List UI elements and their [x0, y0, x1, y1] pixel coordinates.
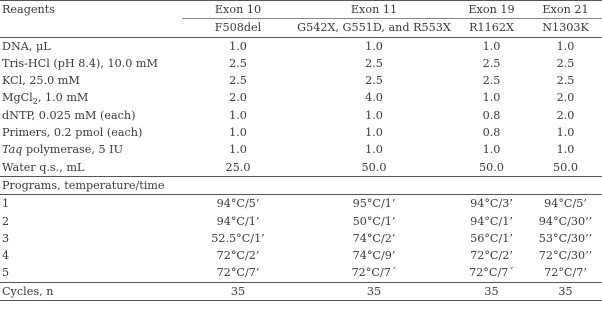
cycles-row [0, 282, 602, 300]
program-row [0, 213, 602, 230]
program-row [0, 247, 602, 264]
value-cell: 2.5 [482, 74, 501, 88]
value-cell: 72°C/7’ [529, 264, 602, 282]
value-cell: 52.5°C/1’ [211, 231, 265, 245]
value-cell: 1.0 [365, 108, 383, 122]
program-label: 5 [0, 264, 182, 282]
value-cell: 94°C/3’ [470, 197, 513, 211]
label-text: , 1.0 mM [37, 91, 89, 105]
reagent-row [0, 107, 602, 124]
value-cell: 94°C/5’ [544, 197, 587, 211]
label-text: MgCl [2, 91, 33, 105]
value-cell: 1.0 [229, 126, 247, 140]
program-row [0, 230, 602, 247]
exon-header: Exon 10 [182, 1, 294, 19]
exon-header: Exon 11 [294, 1, 454, 19]
value-cell: 94°C/1’ [470, 214, 513, 228]
program-label: 1 [2, 197, 10, 211]
mutation-header: N1303K [529, 19, 602, 37]
program-row [0, 264, 602, 282]
label-text: polymerase, 5 IU [22, 143, 124, 157]
value-cell: 2.5 [482, 56, 501, 70]
value-cell: 74°C/2’ [352, 231, 396, 245]
value-cell: 94°C/30’’ [538, 214, 593, 228]
exon-header: Exon 21 [529, 1, 602, 19]
value-cell: 50°C/1’ [352, 214, 396, 228]
header-row-mutations [0, 19, 602, 37]
reagent-row [0, 72, 602, 89]
exon-header: Exon 19 [454, 1, 529, 19]
programs-section-label: Programs, temperature/time [0, 176, 602, 194]
value-cell: 72°C/2’ [216, 249, 260, 263]
value-cell: 1.0 [556, 126, 575, 140]
reagent-label: DNA, μL [2, 39, 51, 53]
reagent-row [0, 89, 602, 106]
value-cell: 2.5 [229, 74, 247, 88]
value-cell: 1.0 [482, 39, 501, 53]
value-cell: 2.5 [365, 74, 383, 88]
reagent-label: Primers, 0.2 pmol (each) [2, 126, 143, 140]
reagent-label: dNTP, 0.025 mM (each) [2, 108, 136, 122]
reagent-row [0, 141, 602, 158]
value-cell: 72°C/30’’ [538, 249, 593, 263]
value-cell: 53°C/30’’ [538, 231, 593, 245]
value-cell: 1.0 [229, 143, 247, 157]
value-cell: 1.0 [482, 143, 501, 157]
reagent-row [0, 159, 602, 177]
value-cell: 94°C/5’ [216, 197, 260, 211]
value-cell: 35 [454, 282, 529, 300]
label-italic: Taq [2, 143, 23, 157]
value-cell: 1.0 [482, 91, 501, 105]
value-cell: 1.0 [556, 39, 575, 53]
program-label: 4 [2, 249, 10, 263]
reagent-label: Tris-HCl (pH 8.4), 10.0 mM [2, 56, 158, 70]
value-cell: 1.0 [229, 108, 247, 122]
program-label: 2 [2, 214, 10, 228]
value-cell: 0.8 [482, 108, 501, 122]
programs-section-row [0, 176, 602, 194]
value-cell: 2.0 [229, 91, 247, 105]
reagent-label: Water q.s., mL [0, 159, 182, 177]
value-cell: 1.0 [365, 126, 383, 140]
value-cell: 2.5 [556, 74, 575, 88]
reagents-header: Reagents [0, 1, 182, 19]
value-cell: 2.5 [556, 56, 575, 70]
cycles-label: Cycles, n [0, 282, 182, 300]
value-cell: 2.5 [365, 56, 383, 70]
value-cell: 35 [294, 282, 454, 300]
value-cell: 25.0 [182, 159, 294, 177]
value-cell: 72°C/2’ [470, 249, 513, 263]
value-cell: 2.0 [556, 91, 575, 105]
reagent-label [0, 141, 182, 158]
value-cell: 50.0 [454, 159, 529, 177]
reagent-label: KCl, 25.0 mM [2, 74, 80, 88]
value-cell: 74°C/9’ [352, 249, 396, 263]
program-row [0, 195, 602, 213]
mutation-header: F508del [182, 19, 294, 37]
blank-cell [0, 19, 182, 37]
value-cell: 2.5 [229, 56, 247, 70]
value-cell: 4.0 [365, 91, 383, 105]
value-cell: 2.0 [556, 108, 575, 122]
reagent-row [0, 55, 602, 72]
mutation-header: R1162X [454, 19, 529, 37]
value-cell: 35 [182, 282, 294, 300]
mutation-header: G542X, G551D, and R553X [294, 19, 454, 37]
value-cell: 0.8 [482, 126, 501, 140]
program-label: 3 [2, 231, 10, 245]
value-cell: 72°C/7´ [294, 264, 454, 282]
reagent-row [0, 37, 602, 55]
value-cell: 50.0 [529, 159, 602, 177]
label-subscript: 2 [32, 97, 38, 107]
header-row-exons [0, 1, 602, 19]
value-cell: 50.0 [294, 159, 454, 177]
value-cell: 56°C/1’ [470, 231, 513, 245]
value-cell: 35 [529, 282, 602, 300]
value-cell: 1.0 [365, 143, 383, 157]
reagent-row [0, 124, 602, 141]
value-cell: 1.0 [365, 39, 383, 53]
value-cell: 1.0 [229, 39, 247, 53]
reagent-label [0, 89, 182, 106]
value-cell: 72°C/7’ [182, 264, 294, 282]
value-cell: 1.0 [556, 143, 575, 157]
value-cell: 94°C/1’ [216, 214, 260, 228]
value-cell: 72°C/7´ [454, 264, 529, 282]
value-cell: 95°C/1’ [352, 197, 396, 211]
